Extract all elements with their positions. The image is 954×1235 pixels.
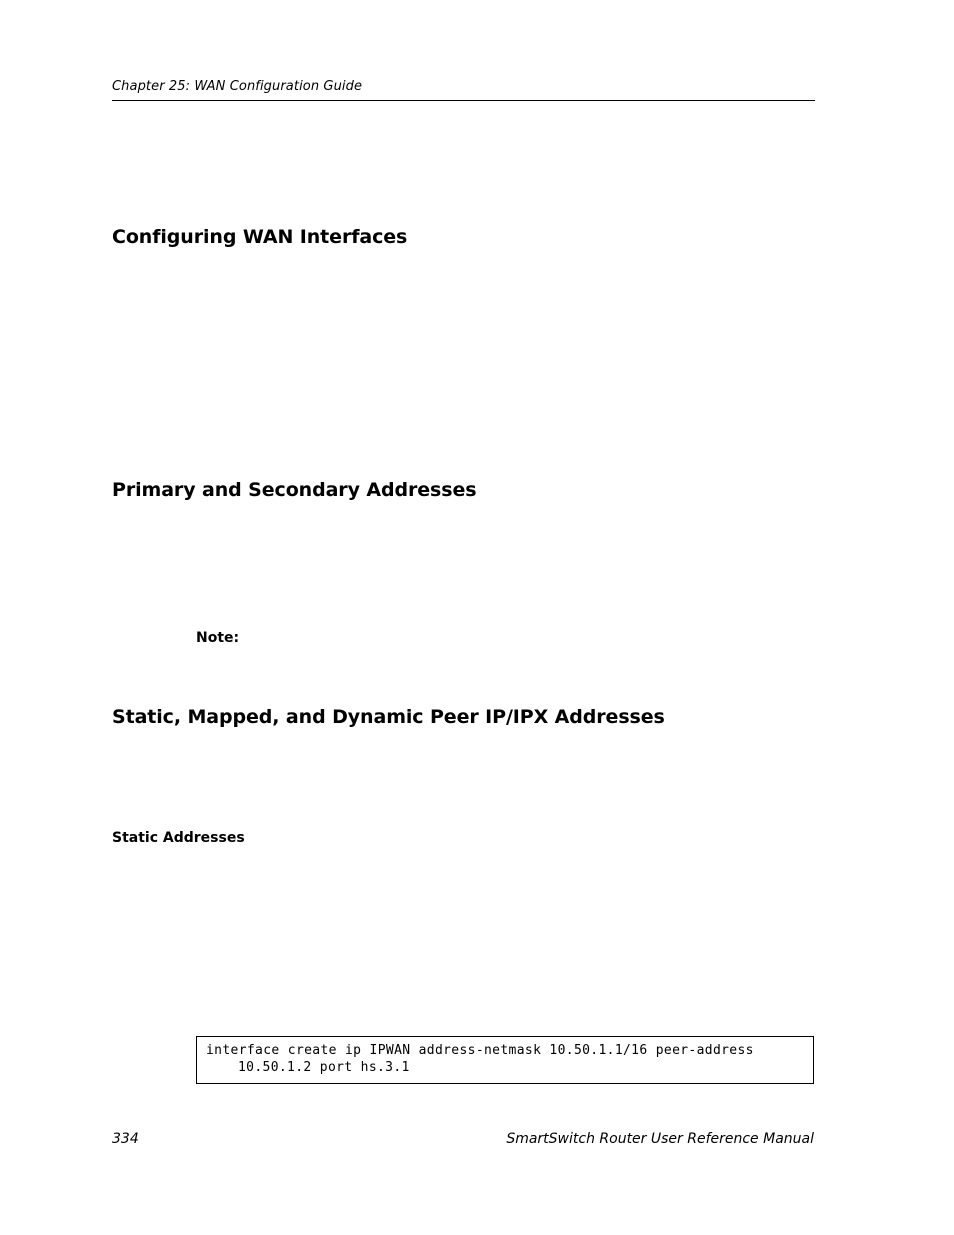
code-example-box — [196, 1036, 814, 1084]
section-heading-configuring-wan-interfaces: Configuring WAN Interfaces — [112, 226, 408, 248]
manual-title: SmartSwitch Router User Reference Manual — [506, 1131, 814, 1147]
header-rule — [112, 100, 815, 101]
code-line-1: interface create ip IPWAN address-netmask 10.50.1.1/16 peer-address — [206, 1043, 754, 1058]
note-label: Note: — [196, 630, 240, 646]
section-heading-peer-addresses: Static, Mapped, and Dynamic Peer IP/IPX Addresses — [112, 706, 665, 728]
running-header: Chapter 25: WAN Configuration Guide — [112, 79, 363, 94]
section-heading-primary-secondary-addresses: Primary and Secondary Addresses — [112, 479, 477, 501]
page-number: 334 — [112, 1131, 139, 1147]
subheading-static-addresses: Static Addresses — [112, 830, 245, 846]
code-line-2: 10.50.1.2 port hs.3.1 — [238, 1060, 410, 1075]
